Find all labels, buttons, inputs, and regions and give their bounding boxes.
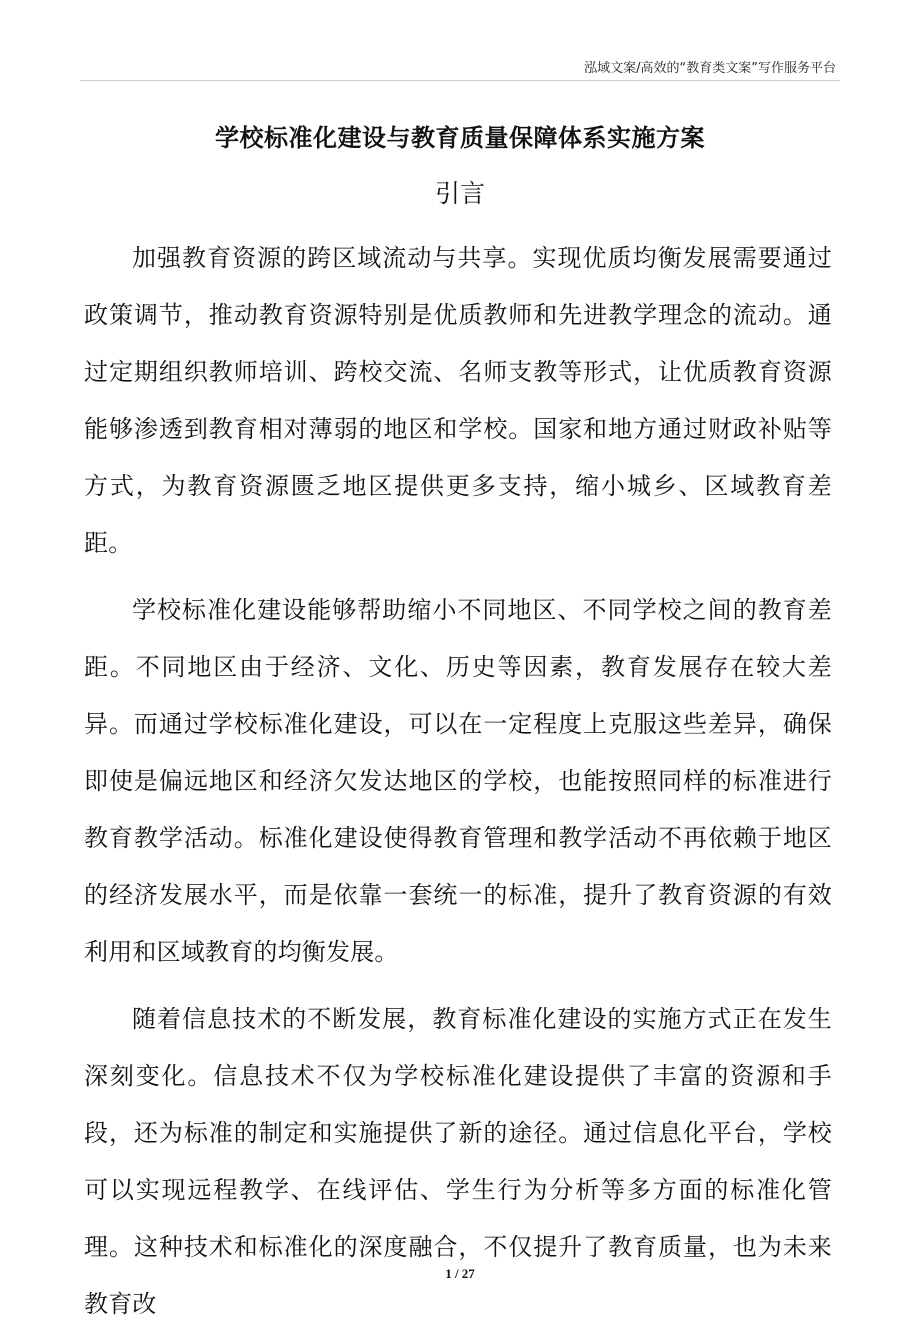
page-number: 1 / 27 (445, 1266, 475, 1281)
document-body (84, 230, 832, 1343)
paragraph-2: 学校标准化建设能够帮助缩小不同地区、不同学校之间的教育差距。不同地区由于经济、文化、历史等因素，教育发展存在较大差异。而通过学校标准化建设，可以在一定程度上克服这些差异，确保即使是偏远地区和经济欠发达地区的学校，也能按照同样的标准进行教育教学活动。标准化建设使得教育管理和教学活动不再依赖于地区的经济发展水平，而是依靠一套统一的标准，提升了教育资源的有效利用和区域教育的均衡发展。 (84, 596, 832, 966)
paragraph-3: 随着信息技术的不断发展，教育标准化建设的实施方式正在发生深刻变化。信息技术不仅为学校标准化建设提供了丰富的资源和手段，还为标准的制定和实施提供了新的途径。通过信息化平台，学校可以实现远程教学、在线评估、学生行为分析等多方面的标准化管理。这种技术和标准化的深度融合，不仅提升了教育质量，也为未来教育改 (84, 1005, 832, 1318)
document-title: 学校标准化建设与教育质量保障体系实施方案 (215, 124, 705, 152)
page-header: 泓域文案/高效的“教育类文案”写作服务平台 (584, 61, 836, 76)
section-heading: 引言 (434, 179, 485, 208)
header-divider (80, 80, 840, 81)
paragraph-1: 加强教育资源的跨区域流动与共享。实现优质均衡发展需要通过政策调节，推动教育资源特别是优质教师和先进教学理念的流动。通过定期组织教师培训、跨校交流、名师支教等形式，让优质教育资源能够渗透到教育相对薄弱的地区和学校。国家和地方通过财政补贴等方式，为教育资源匮乏地区提供更多支持，缩小城乡、区域教育差距。 (84, 244, 832, 557)
